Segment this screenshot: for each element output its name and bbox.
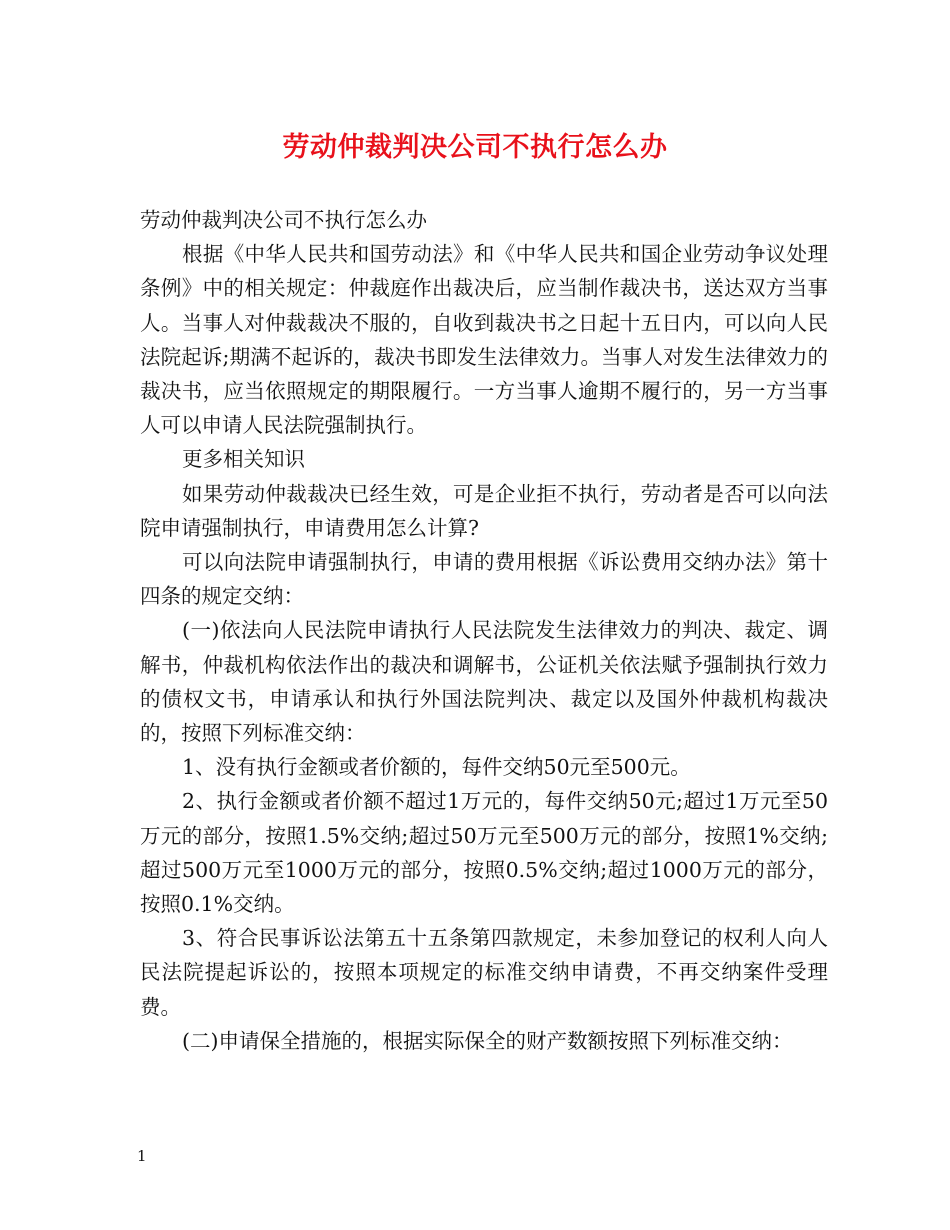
paragraph-fee-rule-3: 3、符合民事诉讼法第五十五条第四款规定，未参加登记的权利人向人民法院提起诉讼的，按照本项规定的标准交纳申请费，不再交纳案件受理费。 xyxy=(140,926,828,1019)
paragraph-question: 如果劳动仲裁裁决已经生效，可是企业拒不执行，劳动者是否可以向法院申请强制执行，申请费用怎么计算? xyxy=(140,481,828,540)
paragraph-fee-rule-2: 2、执行金额或者价额不超过1万元的，每件交纳50元;超过1万元至50万元的部分，按照1.5%交纳;超过50万元至500万元的部分，按照1%交纳;超过500万元至1000万元的部分，按照0.5%交纳;超过1000万元的部分，按照0.1%交纳。 xyxy=(140,789,828,917)
paragraph-legal-basis: 根据《中华人民共和国劳动法》和《中华人民共和国企业劳动争议处理条例》中的相关规定：仲裁庭作出裁决后，应当制作裁决书，送达双方当事人。当事人对仲裁裁决不服的，自收到裁决书之日起十五日内，可以向人民法院起诉;期满不起诉的，裁决书即发生法律效力。当事人对发生法律效力的裁决书，应当依照规定的期限履行。一方当事人逾期不履行的，另一方当事人可以申请人民法院强制执行。 xyxy=(140,242,828,438)
paragraph-more-knowledge-heading: 更多相关知识 xyxy=(182,447,305,472)
paragraph-item-one: (一)依法向人民法院申请执行人民法院发生法律效力的判决、裁定、调解书，仲裁机构依法作出的裁决和调解书，公证机关依法赋予强制执行效力的债权文书，申请承认和执行外国法院判决、裁定以及国外仲裁机构裁决的，按照下列标准交纳： xyxy=(140,618,828,746)
paragraph-item-two: (二)申请保全措施的，根据实际保全的财产数额按照下列标准交纳： xyxy=(182,1028,793,1053)
paragraph-fee-rule-1: 1、没有执行金额或者价额的，每件交纳50元至500元。 xyxy=(182,755,691,780)
paragraph-answer: 可以向法院申请强制执行，申请的费用根据《诉讼费用交纳办法》第十四条的规定交纳： xyxy=(140,550,828,609)
page-number: 1 xyxy=(137,1147,147,1165)
paragraph-subtitle: 劳动仲裁判决公司不执行怎么办 xyxy=(140,208,427,232)
document-body xyxy=(140,203,828,1058)
document-title: 劳动仲裁判决公司不执行怎么办 xyxy=(282,132,668,163)
